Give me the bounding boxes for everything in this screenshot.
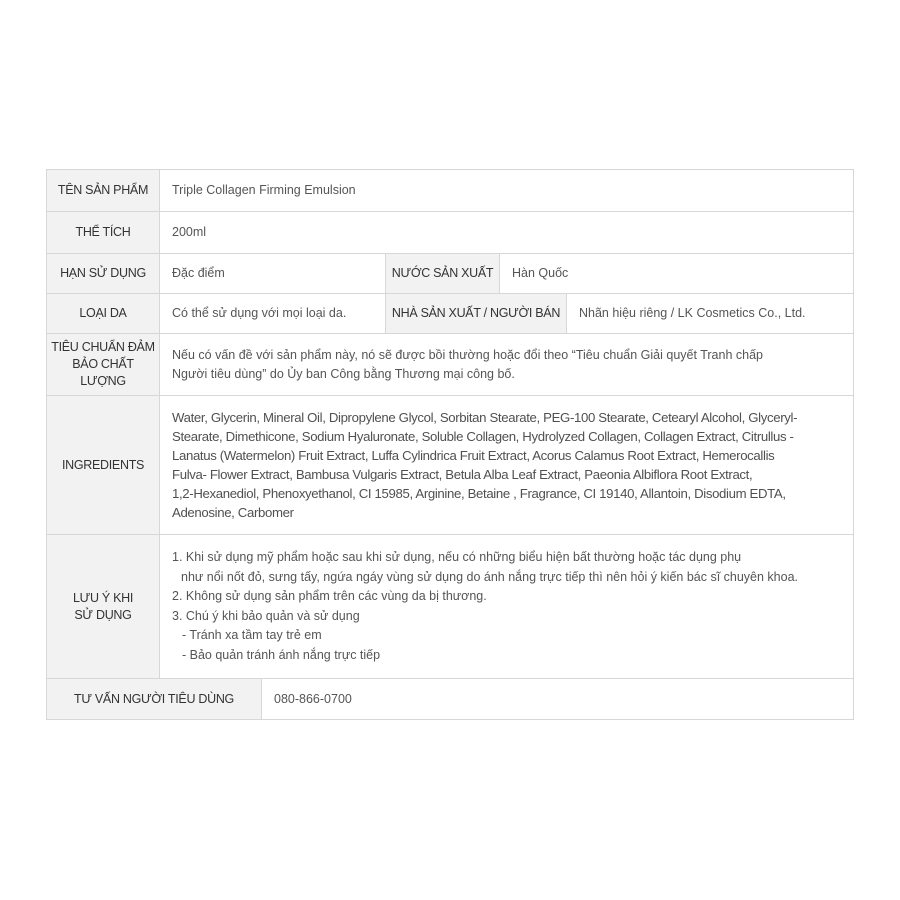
- value-product-name: Triple Collagen Firming Emulsion: [172, 183, 356, 197]
- label-usage-caution: [47, 535, 160, 678]
- label-consultation: TƯ VẤN NGƯỜI TIÊU DÙNG: [47, 679, 262, 719]
- quality-text-line: Nếu có vấn đề với sản phẩm này, nó sẽ được bồi thường hoặc đổi theo “Tiêu chuẩn Giải quyết Tranh chấp: [172, 347, 763, 362]
- product-info-table: [46, 169, 854, 720]
- ingredients-line: Fulva- Flower Extract, Bambusa Vulgaris Extract, Betula Alba Leaf Extract, Paeonia Albiflora Root Extract,: [172, 467, 753, 482]
- label-product-name: TÊN SẢN PHẨM: [47, 170, 160, 211]
- row-skin-maker: [47, 294, 853, 334]
- label-skin-type: LOẠI DA: [47, 294, 160, 333]
- ingredients-line: Stearate, Dimethicone, Sodium Hyaluronate, Soluble Collagen, Hydrolyzed Collagen, Collagen Extract, Citrullus -: [172, 429, 794, 444]
- row-quality-standard: [47, 334, 853, 396]
- value-origin: Hàn Quốc: [512, 266, 569, 280]
- label-quality-line-2: BẢO CHẤT LƯỢNG: [72, 357, 134, 388]
- label-volume: THỂ TÍCH: [47, 212, 160, 253]
- row-expiry-origin: [47, 254, 853, 294]
- label-expiry: HẠN SỬ DỤNG: [47, 254, 160, 293]
- row-ingredients: [47, 396, 853, 535]
- value-consultation-phone: 080-866-0700: [274, 691, 352, 706]
- caution-line: như nổi nốt đỏ, sưng tấy, ngứa ngáy vùng sử dụng do ánh nắng trực tiếp thì nên hỏi ý kiến bác sĩ chuyên khoa.: [181, 569, 799, 584]
- value-skin-type: Có thể sử dụng với mọi loại da.: [172, 306, 347, 320]
- value-volume: 200ml: [172, 225, 207, 239]
- label-ingredients: INGREDIENTS: [47, 396, 160, 534]
- ingredients-line: Adenosine, Carbomer: [172, 505, 294, 520]
- caution-line: 2. Không sử dụng sản phẩm trên các vùng da bị thương.: [172, 589, 487, 603]
- row-usage-caution: [47, 535, 853, 679]
- quality-text-line: Người tiêu dùng” do Ủy ban Công bằng Thương mại công bố.: [172, 366, 515, 381]
- ingredients-line: 1,2-Hexanediol, Phenoxyethanol, CI 15985, Arginine, Betaine , Fragrance, CI 19140, Allantoin, Disodium EDTA,: [172, 486, 786, 501]
- value-quality-standard: [160, 334, 853, 395]
- value-ingredients: [160, 396, 853, 534]
- caution-line: 3. Chú ý khi bảo quản và sử dụng: [172, 608, 360, 623]
- label-maker: NHÀ SẢN XUẤT / NGƯỜI BÁN: [385, 294, 567, 333]
- label-origin: NƯỚC SẢN XUẤT: [385, 254, 500, 293]
- caution-line: 1. Khi sử dụng mỹ phẩm hoặc sau khi sử dụng, nếu có những biểu hiện bất thường hoặc tác dụng phụ: [172, 550, 742, 564]
- value-maker: Nhãn hiệu riêng / LK Cosmetics Co., Ltd.: [579, 306, 806, 320]
- caution-line: - Tránh xa tầm tay trẻ em: [182, 628, 322, 642]
- label-quality-standard: [47, 334, 160, 395]
- ingredients-line: Lanatus (Watermelon) Fruit Extract, Luffa Cylindrica Fruit Extract, Acorus Calamus Root Extract, Hemerocallis: [172, 448, 775, 463]
- row-consultation: [47, 679, 853, 719]
- caution-line: - Bảo quản tránh ánh nắng trực tiếp: [182, 647, 381, 662]
- value-usage-caution: [160, 535, 853, 678]
- label-caution-line-1: LƯU Ý KHI: [72, 590, 134, 605]
- ingredients-line: Water, Glycerin, Mineral Oil, Dipropylene Glycol, Sorbitan Stearate, PEG-100 Stearate, Cetearyl Alcohol, Glyceryl-: [172, 410, 798, 425]
- label-quality-line-1: TIÊU CHUẨN ĐẢM: [51, 340, 155, 354]
- label-caution-line-2: SỬ DỤNG: [74, 607, 132, 622]
- row-volume: [47, 212, 853, 254]
- row-product-name: [47, 170, 853, 212]
- value-expiry: Đặc điểm: [172, 266, 225, 280]
